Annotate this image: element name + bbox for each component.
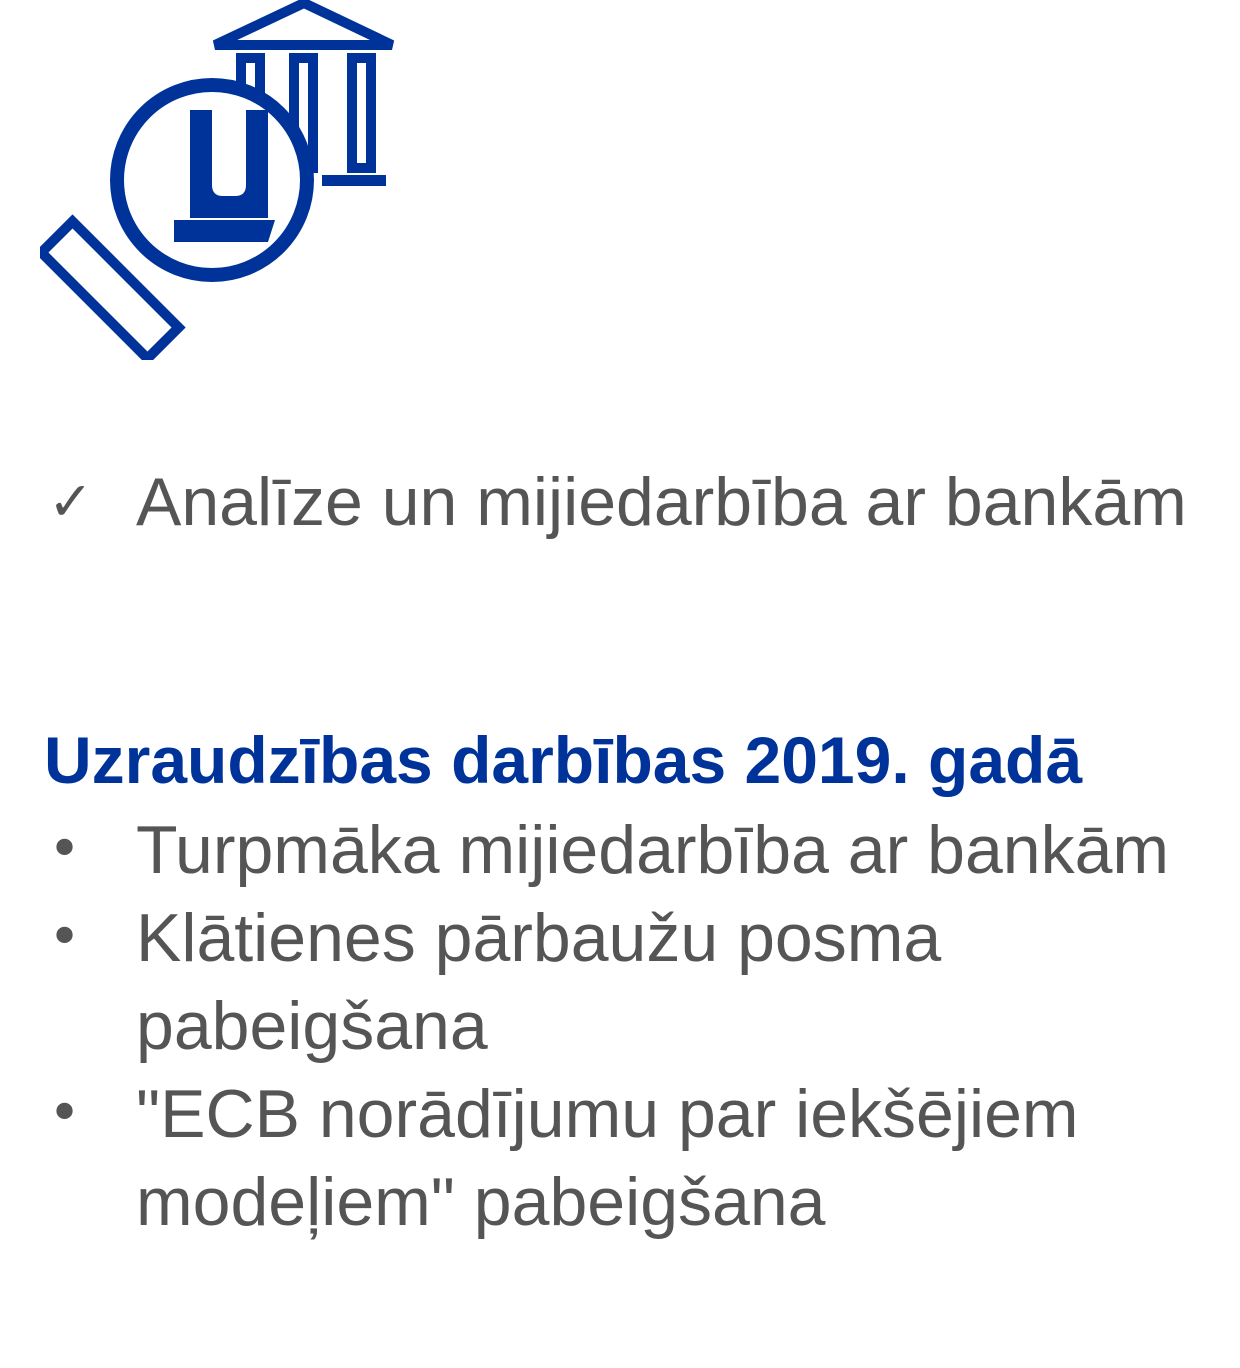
list-item [44, 1070, 1214, 1246]
intro-check-item [44, 458, 1204, 546]
activity-list [44, 806, 1214, 1246]
list-item-text: Turpmāka mijiedarbība ar bankām [136, 812, 1170, 888]
list-item [44, 806, 1214, 894]
bank-magnifier-icon [40, 0, 410, 360]
bullet-icon: • [48, 817, 82, 882]
list-item-text: Klātienes pārbaužu posma pabeigšana [136, 900, 942, 1064]
list-item [44, 894, 1214, 1070]
bullet-icon: • [48, 1081, 82, 1146]
list-item-text: "ECB norādījumu par iekšējiem modeļiem" pabeigšana [136, 1076, 1079, 1240]
check-icon: ✓ [48, 470, 94, 533]
section-title: Uzraudzības darbības 2019. gadā [44, 723, 1083, 797]
intro-text: Analīze un mijiedarbība ar bankām [136, 464, 1187, 540]
bullet-icon: • [48, 905, 82, 970]
